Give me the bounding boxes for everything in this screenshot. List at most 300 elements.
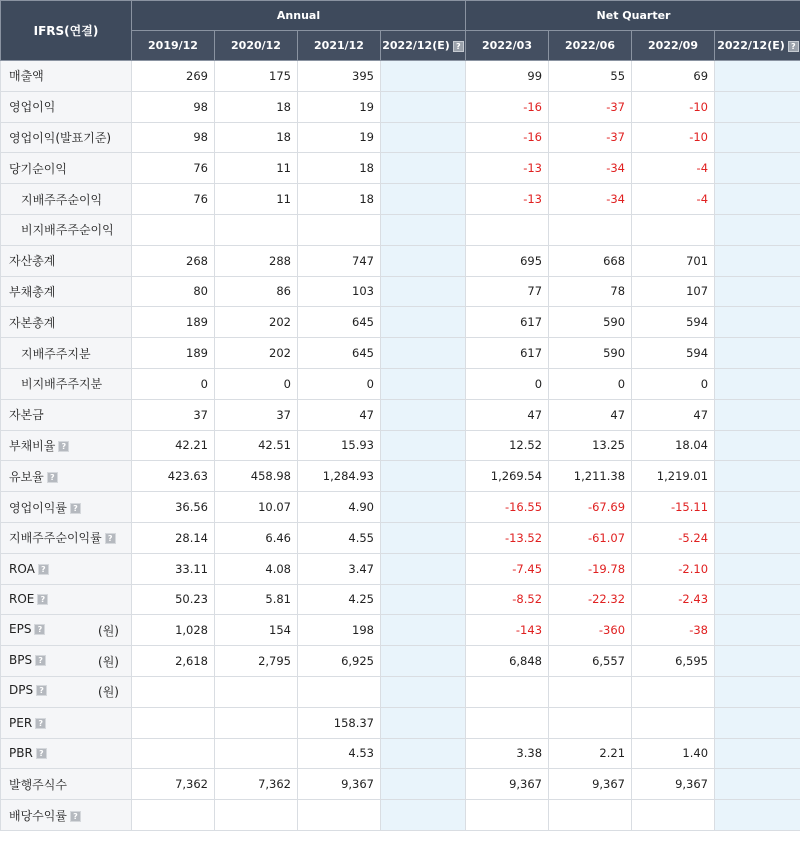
value-cell	[466, 676, 549, 707]
table-row	[1, 245, 800, 276]
estimate-cell	[381, 276, 466, 307]
estimate-cell	[715, 307, 800, 338]
value-cell: 9,367	[466, 769, 549, 800]
row-label	[1, 646, 132, 677]
row-label	[1, 553, 132, 584]
estimate-cell	[381, 153, 466, 184]
value-cell: 9,367	[549, 769, 632, 800]
table-row	[1, 368, 800, 399]
help-icon[interactable]: ?	[105, 533, 116, 544]
estimate-cell	[381, 584, 466, 615]
estimate-cell	[381, 184, 466, 215]
help-icon[interactable]: ?	[35, 718, 46, 729]
value-cell: 2,618	[132, 646, 215, 677]
value-cell: 288	[215, 245, 298, 276]
estimate-cell	[715, 769, 800, 800]
value-cell: 6,848	[466, 646, 549, 677]
value-cell: 98	[132, 91, 215, 122]
value-cell	[215, 738, 298, 769]
value-cell: 98	[132, 122, 215, 153]
value-cell: 4.90	[298, 492, 381, 523]
value-cell: 645	[298, 338, 381, 369]
value-cell: 423.63	[132, 461, 215, 492]
value-cell: -5.24	[632, 522, 715, 553]
value-cell: -67.69	[549, 492, 632, 523]
row-label-text: 비지배주주순이익	[21, 223, 114, 238]
value-cell: -37	[549, 91, 632, 122]
value-cell: 42.51	[215, 430, 298, 461]
estimate-cell	[715, 461, 800, 492]
row-label-text: ROA	[9, 561, 35, 576]
unit-label: (원)	[98, 654, 119, 669]
row-label	[1, 430, 132, 461]
value-cell: -13	[466, 184, 549, 215]
help-icon[interactable]: ?	[70, 503, 81, 514]
estimate-cell	[715, 91, 800, 122]
value-cell	[632, 800, 715, 831]
value-cell: 107	[632, 276, 715, 307]
value-cell	[632, 214, 715, 245]
value-cell: 2.21	[549, 738, 632, 769]
value-cell: -22.32	[549, 584, 632, 615]
value-cell: 695	[466, 245, 549, 276]
estimate-cell	[715, 646, 800, 677]
estimate-cell	[715, 676, 800, 707]
table-row	[1, 338, 800, 369]
row-label	[1, 61, 132, 92]
value-cell: 0	[298, 368, 381, 399]
row-label-text: BPS	[9, 652, 33, 667]
estimate-cell	[715, 245, 800, 276]
row-label-text: 유보율	[9, 469, 44, 484]
estimate-cell	[381, 91, 466, 122]
row-label	[1, 584, 132, 615]
value-cell: -16	[466, 122, 549, 153]
estimate-cell	[715, 522, 800, 553]
period-header: 2022/06	[549, 31, 632, 61]
estimate-cell	[381, 368, 466, 399]
estimate-cell	[715, 800, 800, 831]
value-cell: -7.45	[466, 553, 549, 584]
value-cell: 78	[549, 276, 632, 307]
value-cell: 7,362	[132, 769, 215, 800]
estimate-cell	[381, 338, 466, 369]
table-row	[1, 646, 800, 677]
value-cell: -360	[549, 615, 632, 646]
estimate-cell	[715, 399, 800, 430]
table-row	[1, 553, 800, 584]
estimate-cell	[381, 553, 466, 584]
table-row	[1, 430, 800, 461]
value-cell: 594	[632, 338, 715, 369]
value-cell: 4.08	[215, 553, 298, 584]
row-label	[1, 522, 132, 553]
help-icon[interactable]: ?	[36, 748, 47, 759]
value-cell: 590	[549, 307, 632, 338]
value-cell	[132, 707, 215, 738]
value-cell: 47	[632, 399, 715, 430]
table-row	[1, 153, 800, 184]
value-cell: 28.14	[132, 522, 215, 553]
value-cell: 18	[298, 184, 381, 215]
value-cell: 76	[132, 184, 215, 215]
estimate-cell	[381, 430, 466, 461]
value-cell: 77	[466, 276, 549, 307]
value-cell: 4.53	[298, 738, 381, 769]
value-cell: 6,557	[549, 646, 632, 677]
row-label	[1, 399, 132, 430]
estimate-cell	[381, 738, 466, 769]
ifrs-header: IFRS(연결)	[1, 1, 132, 61]
value-cell	[132, 214, 215, 245]
row-label-text: 자본총계	[9, 315, 56, 330]
row-label	[1, 91, 132, 122]
table-row	[1, 461, 800, 492]
value-cell: 202	[215, 338, 298, 369]
row-label-text: 자산총계	[9, 254, 56, 269]
value-cell: 617	[466, 338, 549, 369]
value-cell: 55	[549, 61, 632, 92]
period-header: 2022/03	[466, 31, 549, 61]
value-cell: 154	[215, 615, 298, 646]
row-label	[1, 615, 132, 646]
value-cell: 11	[215, 153, 298, 184]
value-cell	[466, 214, 549, 245]
row-label	[1, 800, 132, 831]
value-cell: 189	[132, 338, 215, 369]
estimate-cell	[381, 399, 466, 430]
value-cell: 11	[215, 184, 298, 215]
value-cell: 18.04	[632, 430, 715, 461]
estimate-cell	[381, 769, 466, 800]
value-cell: 458.98	[215, 461, 298, 492]
value-cell: -37	[549, 122, 632, 153]
table-row	[1, 800, 800, 831]
value-cell: 175	[215, 61, 298, 92]
row-label-text: PBR	[9, 746, 33, 761]
value-cell	[549, 707, 632, 738]
period-header: 2020/12	[215, 31, 298, 61]
row-label-text: 부채비율	[9, 438, 56, 453]
row-label-text: 영업이익	[9, 100, 56, 115]
unit-label: (원)	[98, 685, 119, 700]
row-label-text: 지배주주순이익률	[9, 531, 102, 546]
value-cell	[466, 707, 549, 738]
value-cell: -143	[466, 615, 549, 646]
value-cell: 76	[132, 153, 215, 184]
value-cell: 12.52	[466, 430, 549, 461]
value-cell: 701	[632, 245, 715, 276]
value-cell: 6.46	[215, 522, 298, 553]
estimate-cell	[715, 338, 800, 369]
row-label-text: 매출액	[9, 69, 44, 84]
row-label-text: 당기순이익	[9, 161, 67, 176]
row-label	[1, 676, 132, 707]
value-cell: -4	[632, 153, 715, 184]
value-cell: 19	[298, 122, 381, 153]
help-icon[interactable]: ?	[34, 624, 45, 635]
value-cell: 19	[298, 91, 381, 122]
value-cell: -2.10	[632, 553, 715, 584]
value-cell: 6,595	[632, 646, 715, 677]
table-row	[1, 91, 800, 122]
value-cell: 4.25	[298, 584, 381, 615]
value-cell: 9,367	[298, 769, 381, 800]
value-cell: -13.52	[466, 522, 549, 553]
value-cell: 9,367	[632, 769, 715, 800]
value-cell: 42.21	[132, 430, 215, 461]
value-cell: -34	[549, 153, 632, 184]
value-cell: 3.38	[466, 738, 549, 769]
row-label-text: DPS	[9, 683, 34, 698]
value-cell: 5.81	[215, 584, 298, 615]
value-cell	[215, 214, 298, 245]
row-label	[1, 214, 132, 245]
row-label	[1, 184, 132, 215]
help-icon[interactable]: ?	[453, 41, 464, 52]
value-cell: 103	[298, 276, 381, 307]
value-cell: 645	[298, 307, 381, 338]
row-label	[1, 738, 132, 769]
value-cell: 189	[132, 307, 215, 338]
table-row	[1, 61, 800, 92]
value-cell: 395	[298, 61, 381, 92]
estimate-cell	[381, 492, 466, 523]
value-cell	[215, 800, 298, 831]
value-cell: -61.07	[549, 522, 632, 553]
value-cell: 37	[132, 399, 215, 430]
value-cell: 18	[215, 122, 298, 153]
value-cell: 0	[215, 368, 298, 399]
estimate-cell	[715, 738, 800, 769]
value-cell: 1,284.93	[298, 461, 381, 492]
table-row	[1, 214, 800, 245]
value-cell: 69	[632, 61, 715, 92]
help-icon[interactable]: ?	[47, 472, 58, 483]
table-row	[1, 399, 800, 430]
value-cell: 2,795	[215, 646, 298, 677]
table-row	[1, 522, 800, 553]
estimate-cell	[381, 307, 466, 338]
value-cell: 13.25	[549, 430, 632, 461]
value-cell: -8.52	[466, 584, 549, 615]
help-icon[interactable]: ?	[35, 655, 46, 666]
row-label	[1, 368, 132, 399]
period-header-estimate: 2022/12(E) ?	[381, 31, 466, 61]
value-cell	[632, 676, 715, 707]
table-row	[1, 584, 800, 615]
value-cell: -16	[466, 91, 549, 122]
value-cell: 1,219.01	[632, 461, 715, 492]
value-cell: 202	[215, 307, 298, 338]
value-cell: -16.55	[466, 492, 549, 523]
row-label	[1, 769, 132, 800]
value-cell	[298, 800, 381, 831]
value-cell: 37	[215, 399, 298, 430]
value-cell: 7,362	[215, 769, 298, 800]
estimate-cell	[715, 122, 800, 153]
row-label-text: PER	[9, 715, 33, 730]
estimate-cell	[715, 153, 800, 184]
estimate-cell	[381, 707, 466, 738]
help-icon[interactable]: ?	[788, 41, 799, 52]
value-cell: 1,269.54	[466, 461, 549, 492]
value-cell: 99	[466, 61, 549, 92]
row-label-text: 부채총계	[9, 284, 56, 299]
row-label-text: 배당수익률	[9, 808, 67, 823]
table-row	[1, 707, 800, 738]
value-cell: 18	[298, 153, 381, 184]
table-row	[1, 276, 800, 307]
help-icon[interactable]: ?	[36, 685, 47, 696]
value-cell	[549, 676, 632, 707]
help-icon[interactable]: ?	[37, 594, 48, 605]
table-row	[1, 738, 800, 769]
row-label	[1, 307, 132, 338]
value-cell: -38	[632, 615, 715, 646]
value-cell	[132, 738, 215, 769]
estimate-cell	[715, 276, 800, 307]
value-cell: 6,925	[298, 646, 381, 677]
value-cell	[298, 676, 381, 707]
period-header: 2021/12	[298, 31, 381, 61]
row-label-text: 지배주주순이익	[21, 192, 103, 207]
help-icon[interactable]: ?	[70, 811, 81, 822]
table-body	[1, 61, 800, 831]
value-cell: 47	[466, 399, 549, 430]
value-cell	[298, 214, 381, 245]
value-cell: 80	[132, 276, 215, 307]
table-row	[1, 307, 800, 338]
estimate-cell	[381, 245, 466, 276]
value-cell: 617	[466, 307, 549, 338]
value-cell: -34	[549, 184, 632, 215]
value-cell: -10	[632, 122, 715, 153]
estimate-cell	[381, 615, 466, 646]
value-cell: -15.11	[632, 492, 715, 523]
value-cell: 10.07	[215, 492, 298, 523]
value-cell: 198	[298, 615, 381, 646]
unit-label: (원)	[98, 623, 119, 638]
estimate-cell	[715, 492, 800, 523]
value-cell: -2.43	[632, 584, 715, 615]
row-label	[1, 153, 132, 184]
value-cell: 33.11	[132, 553, 215, 584]
value-cell: 594	[632, 307, 715, 338]
estimate-cell	[381, 676, 466, 707]
help-icon[interactable]: ?	[58, 441, 69, 452]
help-icon[interactable]: ?	[38, 564, 49, 575]
value-cell	[632, 707, 715, 738]
row-label-text: 자본금	[9, 408, 44, 423]
value-cell: 3.47	[298, 553, 381, 584]
estimate-cell	[715, 430, 800, 461]
value-cell: 269	[132, 61, 215, 92]
value-cell: -10	[632, 91, 715, 122]
row-label-text: 영업이익(발표기준)	[9, 130, 112, 145]
value-cell: 158.37	[298, 707, 381, 738]
value-cell	[549, 214, 632, 245]
value-cell: 0	[632, 368, 715, 399]
estimate-cell	[715, 615, 800, 646]
estimate-cell	[381, 461, 466, 492]
value-cell	[466, 800, 549, 831]
value-cell: -13	[466, 153, 549, 184]
table-row	[1, 122, 800, 153]
row-label	[1, 707, 132, 738]
value-cell: 0	[466, 368, 549, 399]
estimate-cell	[381, 522, 466, 553]
row-label	[1, 122, 132, 153]
estimate-cell	[715, 214, 800, 245]
value-cell: 1,028	[132, 615, 215, 646]
estimate-cell	[381, 800, 466, 831]
value-cell: -19.78	[549, 553, 632, 584]
value-cell: 1,211.38	[549, 461, 632, 492]
estimate-cell	[715, 61, 800, 92]
value-cell: 0	[132, 368, 215, 399]
row-label-text: ROE	[9, 592, 35, 607]
row-label-text: 발행주식수	[9, 777, 67, 792]
table-row	[1, 492, 800, 523]
value-cell: 47	[298, 399, 381, 430]
row-label	[1, 338, 132, 369]
value-cell: 86	[215, 276, 298, 307]
value-cell: 15.93	[298, 430, 381, 461]
value-cell: 268	[132, 245, 215, 276]
estimate-cell	[715, 368, 800, 399]
value-cell: 18	[215, 91, 298, 122]
estimate-cell	[381, 214, 466, 245]
net-quarter-header: Net Quarter	[466, 1, 800, 31]
value-cell: 590	[549, 338, 632, 369]
value-cell	[215, 676, 298, 707]
value-cell: 47	[549, 399, 632, 430]
estimate-cell	[381, 646, 466, 677]
value-cell: 4.55	[298, 522, 381, 553]
row-label-text: 비지배주주지분	[21, 377, 103, 392]
value-cell: 747	[298, 245, 381, 276]
estimate-cell	[715, 553, 800, 584]
period-header-estimate: 2022/12(E) ?	[715, 31, 800, 61]
period-header: 2019/12	[132, 31, 215, 61]
row-label-text: EPS	[9, 621, 32, 636]
value-cell: 0	[549, 368, 632, 399]
estimate-cell	[381, 122, 466, 153]
value-cell	[132, 676, 215, 707]
table-row	[1, 184, 800, 215]
estimate-cell	[381, 61, 466, 92]
value-cell: 668	[549, 245, 632, 276]
value-cell	[215, 707, 298, 738]
row-label	[1, 276, 132, 307]
value-cell	[549, 800, 632, 831]
table-row	[1, 769, 800, 800]
row-label	[1, 245, 132, 276]
estimate-cell	[715, 184, 800, 215]
estimate-cell	[715, 584, 800, 615]
value-cell: 36.56	[132, 492, 215, 523]
table-row	[1, 676, 800, 707]
row-label-text: 지배주주지분	[21, 346, 91, 361]
value-cell: 1.40	[632, 738, 715, 769]
row-label	[1, 492, 132, 523]
value-cell: -4	[632, 184, 715, 215]
table-row	[1, 615, 800, 646]
estimate-cell	[715, 707, 800, 738]
value-cell	[132, 800, 215, 831]
period-header: 2022/09	[632, 31, 715, 61]
